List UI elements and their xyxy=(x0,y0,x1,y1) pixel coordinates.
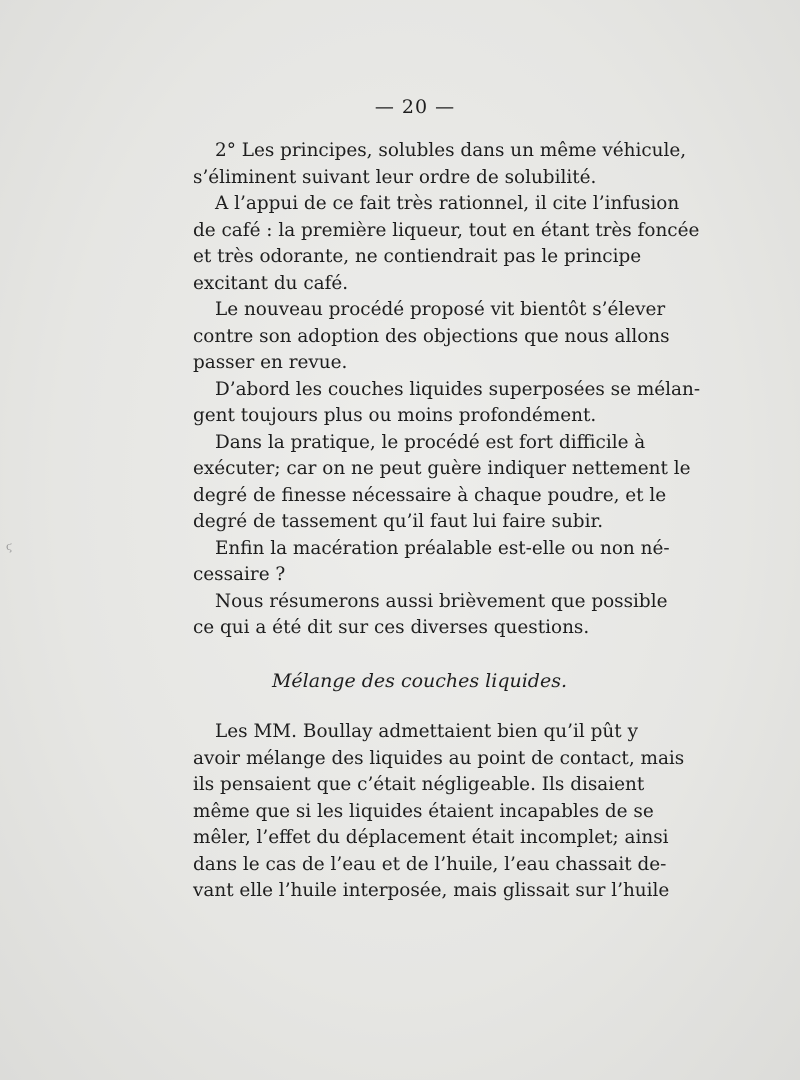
text-line: 2° Les principes, solubles dans un même véhicule, xyxy=(215,140,687,161)
paragraph-7 xyxy=(193,589,668,642)
text-line: Enfin la macération préalable est-elle ou non né- xyxy=(215,537,670,559)
text-line: contre son adoption des objections que nous allons xyxy=(193,325,670,347)
text-line: gent toujours plus ou moins profondément. xyxy=(193,405,597,426)
text-line: Nous résumerons aussi brièvement que possible xyxy=(215,590,668,612)
text-line: Le nouveau procédé proposé vit bientôt s’élever xyxy=(215,299,666,320)
paragraph-2 xyxy=(193,191,700,297)
text-line: s’éliminent suivant leur ordre de solubilité. xyxy=(193,166,597,188)
paragraph-4 xyxy=(193,377,701,430)
paragraph-3 xyxy=(193,297,670,377)
text-line: degré de tassement qu’il faut lui faire subir. xyxy=(193,511,604,532)
text-line: degré de finesse nécessaire à chaque poudre, et le xyxy=(193,484,667,506)
text-line: vant elle l’huile interposée, mais glissait sur l’huile xyxy=(193,880,670,901)
text-line: Dans la pratique, le procédé est fort difficile à xyxy=(215,431,646,453)
text-line: excitant du café. xyxy=(193,272,349,294)
body-text xyxy=(193,138,701,905)
text-line: passer en revue. xyxy=(193,352,348,373)
paragraph-6 xyxy=(193,536,670,589)
text-line: D’abord les couches liquides superposées se mélan- xyxy=(215,378,701,400)
text-line: A l’appui de ce fait très rationnel, il cite l’infusion xyxy=(215,193,680,214)
text-line: et très odorante, ne contiendrait pas le principe xyxy=(193,246,642,267)
text-line: exécuter; car on ne peut guère indiquer nettement le xyxy=(193,458,691,479)
text-line: de café : la première liqueur, tout en étant très foncée xyxy=(193,219,700,241)
paragraph-5 xyxy=(193,430,691,536)
paragraph-8 xyxy=(193,719,685,905)
paragraph-1 xyxy=(193,138,687,191)
margin-speck-mark: ϛ xyxy=(6,540,13,553)
text-line: Les MM. Boullay admettaient bien qu’il pût y xyxy=(215,721,638,742)
text-line: ils pensaient que c’était négligeable. Ils disaient xyxy=(193,774,645,795)
text-line: avoir mélange des liquides au point de contact, mais xyxy=(193,747,685,769)
text-line: dans le cas de l’eau et de l’huile, l’eau chassait de- xyxy=(193,853,667,875)
text-line: mêler, l’effet du déplacement était incomplet; ainsi xyxy=(193,827,669,848)
page-number: — 20 — xyxy=(374,96,456,118)
text-line: même que si les liquides étaient incapables de se xyxy=(193,800,654,822)
text-line: ce qui a été dit sur ces diverses questions. xyxy=(193,617,590,638)
text-line: cessaire ? xyxy=(193,564,286,585)
section-heading: Mélange des couches liquides. xyxy=(271,669,568,692)
